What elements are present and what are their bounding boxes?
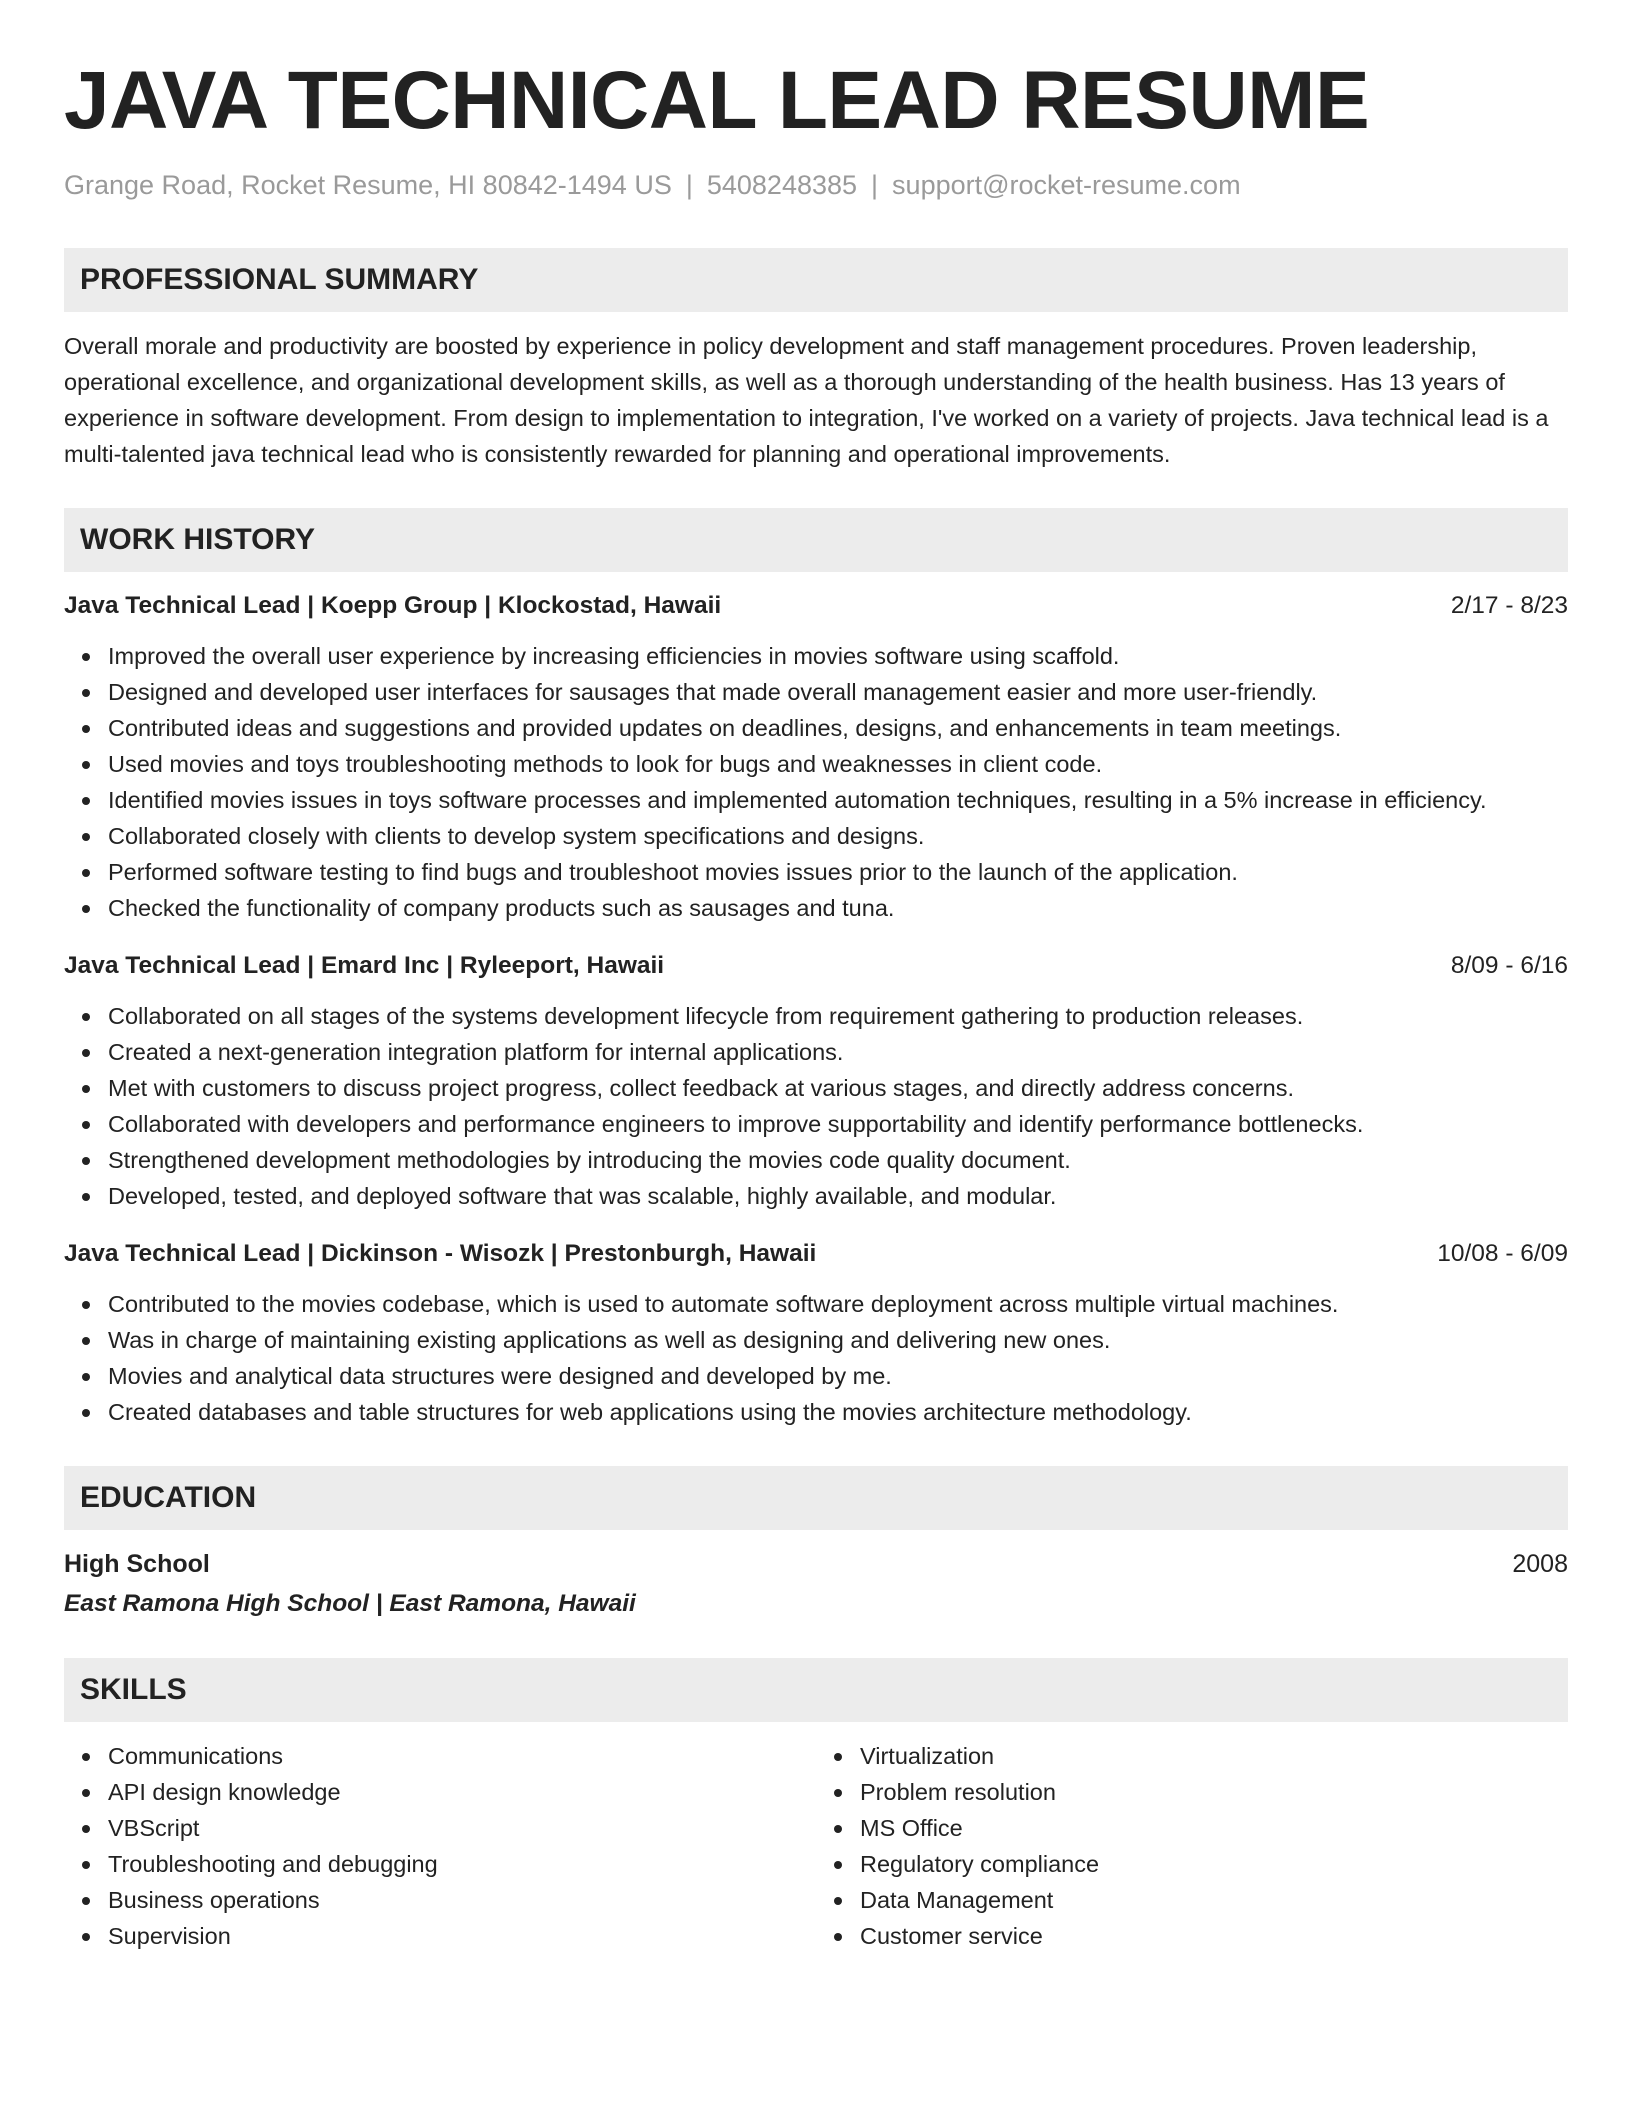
skill-item: API design knowledge bbox=[64, 1774, 816, 1810]
skills-list-right bbox=[816, 1738, 1568, 1954]
skill-item: Virtualization bbox=[816, 1738, 1568, 1774]
job-bullets bbox=[64, 998, 1568, 1214]
job-bullet: Met with customers to discuss project progress, collect feedback at various stages, and directly address concerns. bbox=[64, 1070, 1568, 1106]
job-entry bbox=[64, 948, 1568, 1214]
job-bullet: Collaborated closely with clients to develop system specifications and designs. bbox=[64, 818, 1568, 854]
job-bullet: Checked the functionality of company products such as sausages and tuna. bbox=[64, 890, 1568, 926]
skill-item: Customer service bbox=[816, 1918, 1568, 1954]
job-bullet: Strengthened development methodologies by introducing the movies code quality document. bbox=[64, 1142, 1568, 1178]
job-entry bbox=[64, 588, 1568, 926]
section-header-education: EDUCATION bbox=[64, 1466, 1568, 1530]
job-bullet: Developed, tested, and deployed software that was scalable, highly available, and modular. bbox=[64, 1178, 1568, 1214]
job-bullet: Collaborated with developers and performance engineers to improve supportability and identify performance bottlenecks. bbox=[64, 1106, 1568, 1142]
job-bullets bbox=[64, 1286, 1568, 1430]
job-dates: 10/08 - 6/09 bbox=[1437, 1240, 1568, 1267]
skill-item: Business operations bbox=[64, 1882, 816, 1918]
skill-item: Data Management bbox=[816, 1882, 1568, 1918]
skills-list-left bbox=[64, 1738, 816, 1954]
education-degree: High School bbox=[64, 1550, 210, 1578]
skill-item: Problem resolution bbox=[816, 1774, 1568, 1810]
resume-title: JAVA TECHNICAL LEAD RESUME bbox=[64, 55, 1370, 146]
job-bullet: Improved the overall user experience by increasing efficiencies in movies software using scaffold. bbox=[64, 638, 1568, 674]
section-header-summary: PROFESSIONAL SUMMARY bbox=[64, 248, 1568, 312]
skill-item: Regulatory compliance bbox=[816, 1846, 1568, 1882]
job-entry bbox=[64, 1236, 1568, 1430]
skill-item: MS Office bbox=[816, 1810, 1568, 1846]
skill-item: Supervision bbox=[64, 1918, 816, 1954]
job-title: Java Technical Lead | Dickinson - Wisozk | Prestonburgh, Hawaii bbox=[64, 1240, 817, 1267]
job-bullet: Performed software testing to find bugs and troubleshoot movies issues prior to the launch of the application. bbox=[64, 854, 1568, 890]
job-bullet: Used movies and toys troubleshooting methods to look for bugs and weaknesses in client code. bbox=[64, 746, 1568, 782]
job-bullet: Movies and analytical data structures were designed and developed by me. bbox=[64, 1358, 1568, 1394]
job-bullets bbox=[64, 638, 1568, 926]
contact-separator: | bbox=[871, 170, 879, 200]
job-head bbox=[64, 948, 1568, 984]
skill-item: Troubleshooting and debugging bbox=[64, 1846, 816, 1882]
job-dates: 2/17 - 8/23 bbox=[1450, 592, 1568, 619]
skill-item: VBScript bbox=[64, 1810, 816, 1846]
skills-columns bbox=[64, 1738, 1568, 1954]
job-bullet: Designed and developed user interfaces for sausages that made overall management easier and more user-friendly. bbox=[64, 674, 1568, 710]
job-head bbox=[64, 1236, 1568, 1272]
job-head bbox=[64, 588, 1568, 624]
work-history-list bbox=[64, 588, 1568, 1430]
job-title: Java Technical Lead | Koepp Group | Klockostad, Hawaii bbox=[64, 592, 722, 619]
education-head bbox=[64, 1546, 1568, 1582]
section-header-skills: SKILLS bbox=[64, 1658, 1568, 1722]
job-bullet: Created a next-generation integration platform for internal applications. bbox=[64, 1034, 1568, 1070]
contact-address: Grange Road, Rocket Resume, HI 80842-1494 US bbox=[64, 170, 672, 200]
job-bullet: Contributed ideas and suggestions and provided updates on deadlines, designs, and enhancements in team meetings. bbox=[64, 710, 1568, 746]
job-dates: 8/09 - 6/16 bbox=[1450, 952, 1568, 979]
education-year: 2008 bbox=[1512, 1550, 1568, 1578]
skill-item: Communications bbox=[64, 1738, 816, 1774]
job-bullet: Contributed to the movies codebase, which is used to automate software deployment across multiple virtual machines. bbox=[64, 1286, 1568, 1322]
contact-line bbox=[64, 168, 1568, 202]
contact-email: support@rocket-resume.com bbox=[892, 170, 1241, 200]
job-bullet: Identified movies issues in toys software processes and implemented automation techniques, resulting in a 5% increase in efficiency. bbox=[64, 782, 1568, 818]
job-title: Java Technical Lead | Emard Inc | Ryleeport, Hawaii bbox=[64, 952, 665, 979]
contact-separator: | bbox=[685, 170, 693, 200]
summary-text: Overall morale and productivity are boosted by experience in policy development and staff management procedures. Proven leadership, operational excellence, and organizational development skills, as well as a thorough understanding of the health business. Has 13 years of experience in software development. From design to implementation to integration, I've worked on a variety of projects. Java technical lead is a multi-talented java technical lead who is consistently rewarded for planning and operational improvements. bbox=[64, 333, 1549, 467]
job-bullet: Collaborated on all stages of the systems development lifecycle from requirement gathering to production releases. bbox=[64, 998, 1568, 1034]
job-bullet: Was in charge of maintaining existing applications as well as designing and delivering new ones. bbox=[64, 1322, 1568, 1358]
contact-phone: 5408248385 bbox=[706, 170, 858, 200]
education-entry bbox=[64, 1546, 1568, 1622]
education-school: East Ramona High School | East Ramona, Hawaii bbox=[64, 1590, 636, 1617]
section-header-work-history: WORK HISTORY bbox=[64, 508, 1568, 572]
job-bullet: Created databases and table structures for web applications using the movies architecture methodology. bbox=[64, 1394, 1568, 1430]
